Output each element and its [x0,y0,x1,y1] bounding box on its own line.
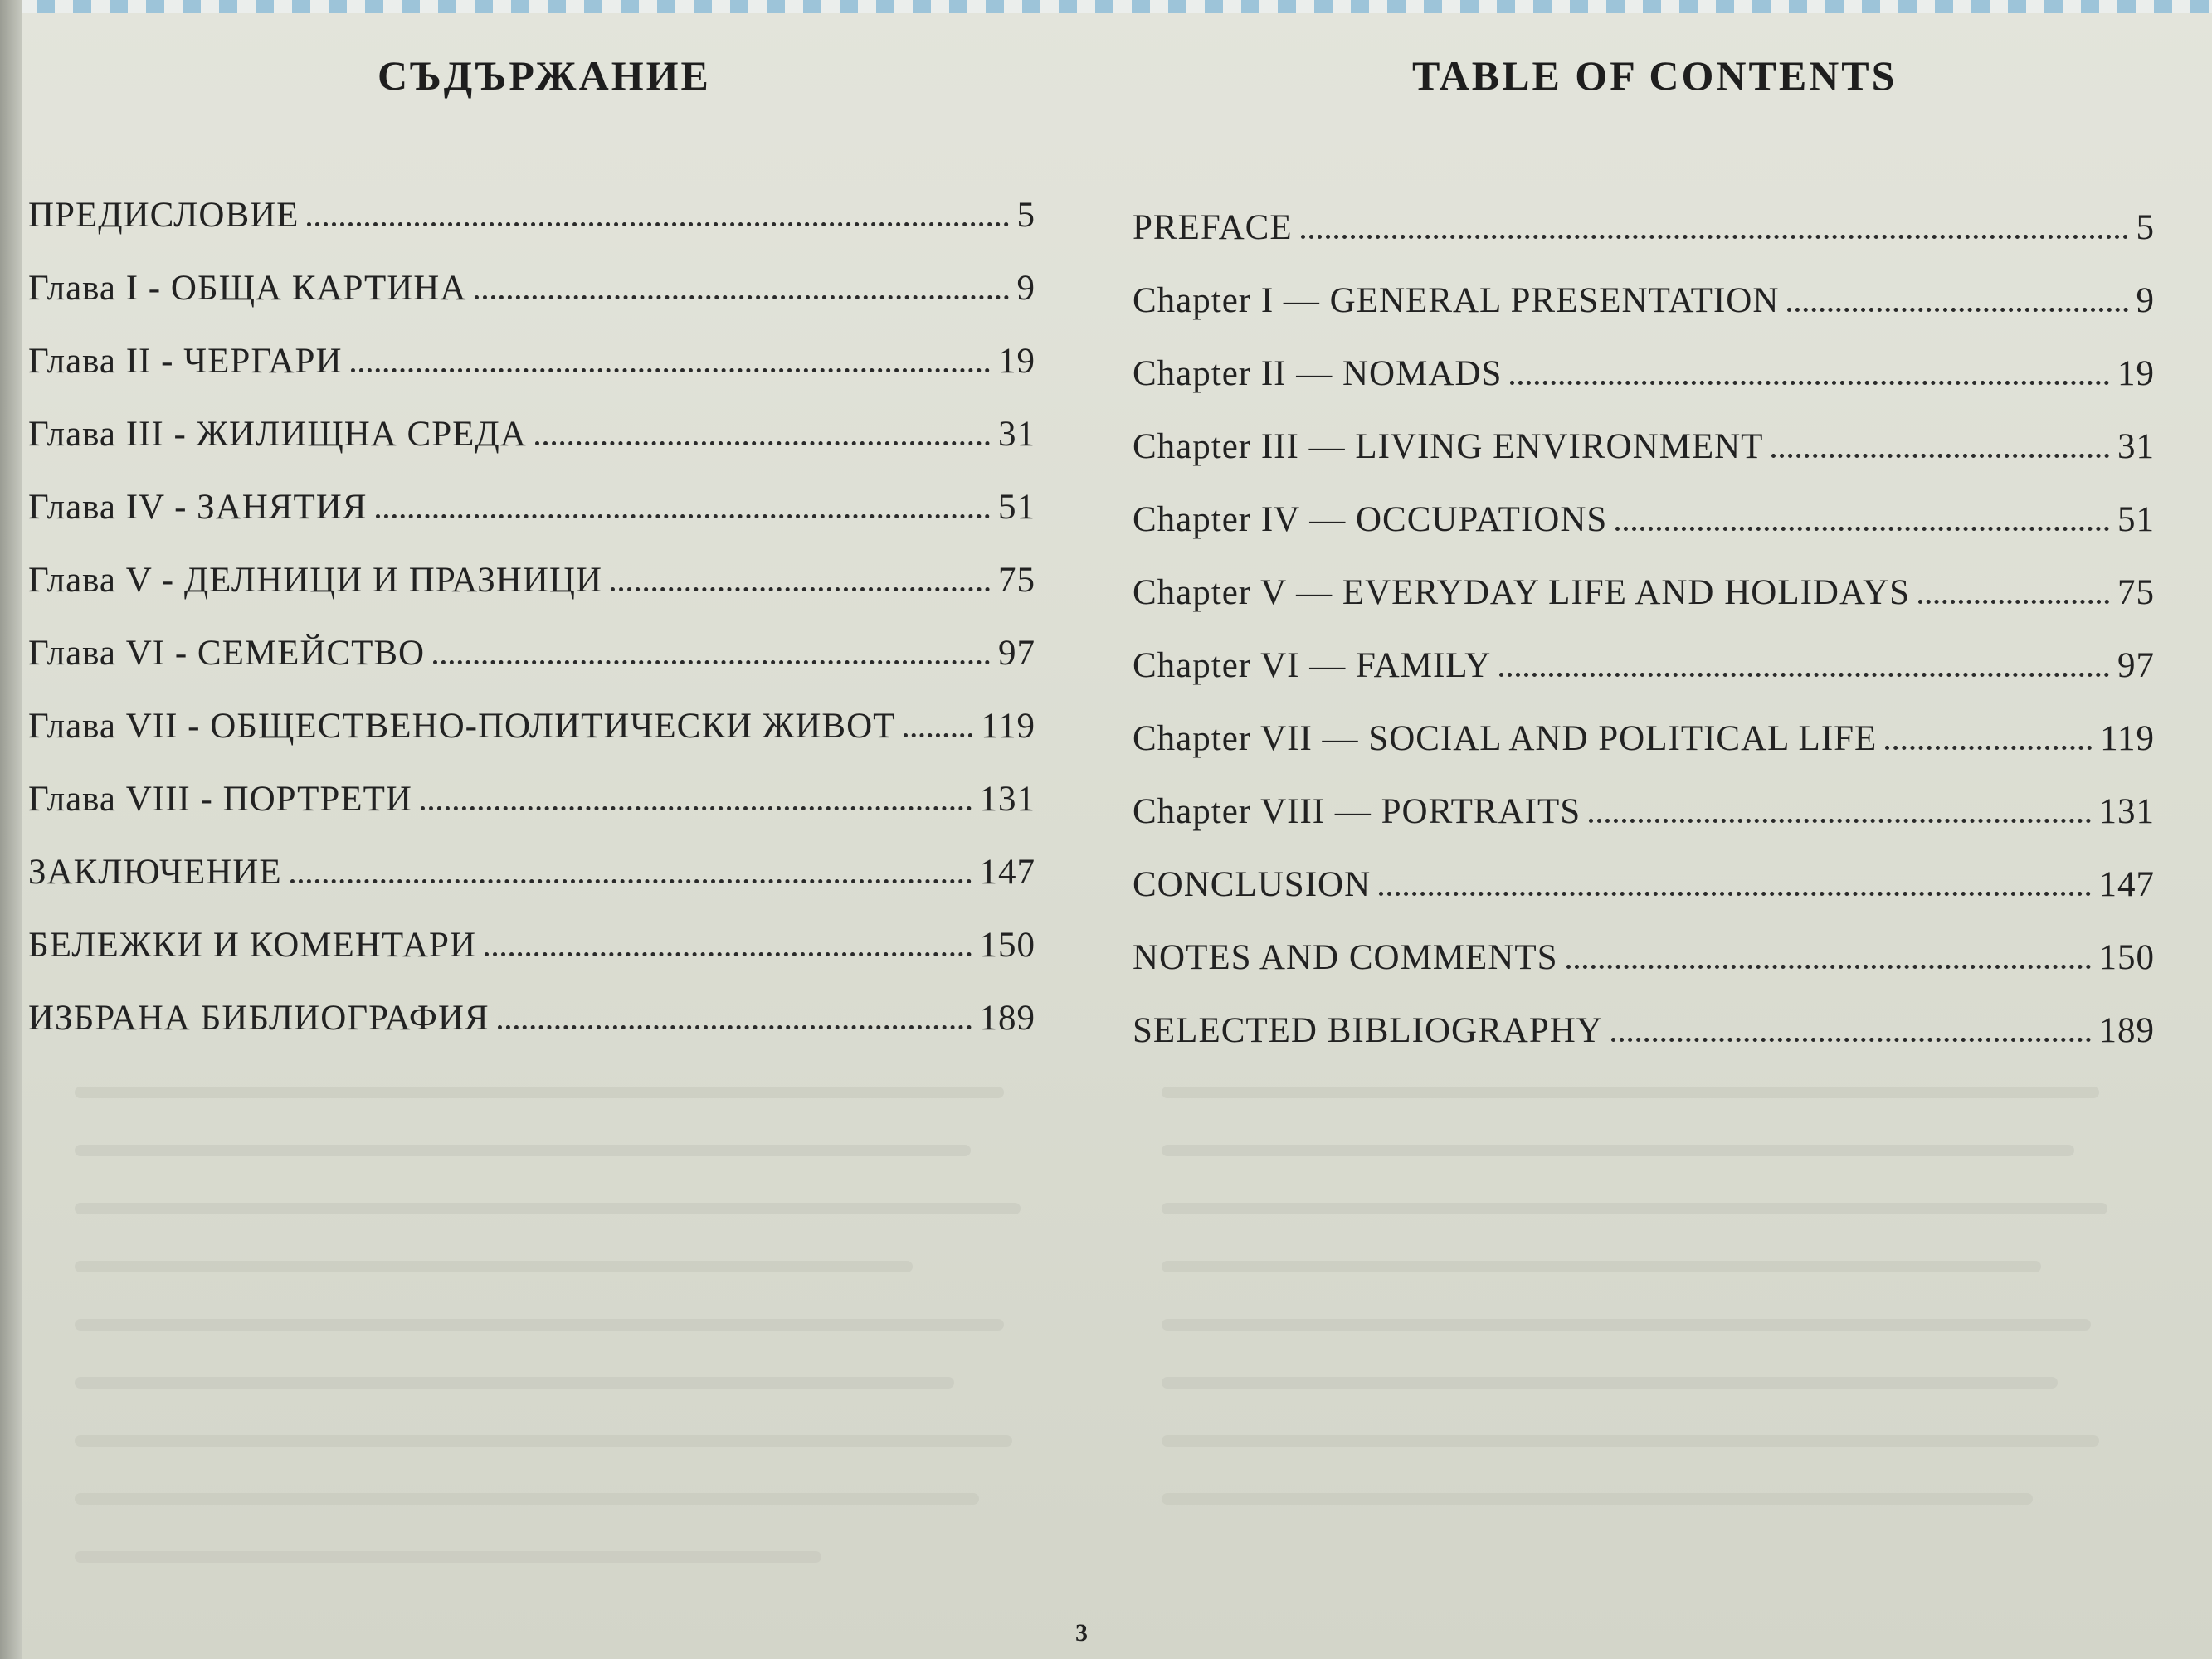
entry-title: Chapter VIII — PORTRAITS [1133,792,1581,831]
toc-entry [1133,645,2155,718]
dot-leader [421,798,972,810]
entry-page-number: 31 [998,415,1035,454]
entry-page-number: 19 [2117,354,2155,393]
dot-leader [498,1017,972,1029]
toc-entry [28,779,1035,852]
background-strip [0,0,2212,13]
dot-leader [1918,591,2109,604]
toc-entry [1133,353,2155,426]
dot-leader [1787,299,2127,312]
entry-title: Глава VIII - ПОРТРЕТИ [28,780,412,819]
toc-entry [28,195,1035,268]
entry-title: Глава VI - СЕМЕЙСТВО [28,634,426,673]
entry-page-number: 131 [979,780,1035,819]
dot-leader [475,287,1008,299]
entry-page-number: 147 [2098,865,2155,904]
toc-entry [28,633,1035,706]
entry-page-number: 150 [2098,938,2155,977]
entry-page-number: 97 [998,634,1035,673]
entry-title: БЕЛЕЖКИ И КОМЕНТАРИ [28,926,476,965]
entry-title: NOTES AND COMMENTS [1133,938,1558,977]
toc-entry [1133,499,2155,572]
toc-heading-english: TABLE OF CONTENTS [1412,52,1898,99]
entry-page-number: 150 [979,926,1035,965]
toc-entry [28,268,1035,341]
toc-entry [28,998,1035,1071]
toc-entry [28,852,1035,925]
entry-title: Chapter VI — FAMILY [1133,646,1492,685]
dot-leader [535,433,990,445]
entry-title: Chapter IV — OCCUPATIONS [1133,500,1608,539]
toc-entry [1133,864,2155,937]
entry-title: ЗАКЛЮЧЕНИЕ [28,853,282,892]
toc-entry [28,341,1035,414]
entry-title: SELECTED BIBLIOGRAPHY [1133,1011,1603,1050]
entry-page-number: 9 [2136,281,2155,320]
entry-page-number: 75 [2117,573,2155,612]
toc-entry [1133,426,2155,499]
dot-leader [1611,1029,2091,1042]
toc-entry [1133,280,2155,353]
entry-title: Chapter I — GENERAL PRESENTATION [1133,281,1780,320]
dot-leader [290,871,972,883]
toc-entry [1133,207,2155,280]
entry-page-number: 51 [998,488,1035,527]
entry-page-number: 75 [998,561,1035,600]
toc-list-english [1133,207,2155,1083]
dot-leader [1771,445,2109,458]
toc-entry [28,487,1035,560]
dot-leader [1510,372,2109,385]
entry-page-number: 97 [2117,646,2155,685]
dot-leader [1499,664,2109,677]
entry-page-number: 119 [981,707,1035,746]
toc-entry [28,414,1035,487]
entry-page-number: 19 [998,342,1035,381]
entry-page-number: 5 [2136,208,2155,247]
dot-leader [1589,810,2090,823]
toc-entry [1133,1010,2155,1083]
toc-entry [1133,791,2155,864]
entry-title: Глава V - ДЕЛНИЦИ И ПРАЗНИЦИ [28,561,603,600]
toc-entry [1133,937,2155,1010]
entry-title: Глава III - ЖИЛИЩНА СРЕДА [28,415,527,454]
dot-leader [1379,883,2090,896]
dot-leader [904,725,972,737]
folio-page-number: 3 [1075,1619,1088,1647]
entry-page-number: 189 [2098,1011,2155,1050]
entry-page-number: 9 [1016,269,1035,308]
entry-title: Глава IV - ЗАНЯТИЯ [28,488,368,527]
entry-title: Chapter III — LIVING ENVIRONMENT [1133,427,1764,466]
dot-leader [1615,518,2109,531]
entry-page-number: 5 [1016,196,1035,235]
entry-title: Chapter V — EVERYDAY LIFE AND HOLIDAYS [1133,573,1911,612]
dot-leader [1301,226,2128,239]
entry-page-number: 119 [2100,719,2155,758]
dot-leader [351,360,990,372]
dot-leader [433,652,990,664]
entry-title: Глава VII - ОБЩЕСТВЕНО-ПОЛИТИЧЕСКИ ЖИВОТ [28,707,896,746]
entry-title: CONCLUSION [1133,865,1372,904]
toc-entry [1133,718,2155,791]
binding-shadow [0,0,22,1659]
dot-leader [376,506,991,518]
toc-heading-bulgarian: СЪДЪРЖАНИЕ [378,52,711,99]
dot-leader [307,214,1008,226]
entry-title: Chapter VII — SOCIAL AND POLITICAL LIFE [1133,719,1878,758]
entry-title: Глава I - ОБЩА КАРТИНА [28,269,467,308]
entry-title: ИЗБРАНА БИБЛИОГРАФИЯ [28,999,490,1038]
toc-entry [1133,572,2155,645]
entry-page-number: 51 [2117,500,2155,539]
dot-leader [1566,956,2091,969]
entry-page-number: 147 [979,853,1035,892]
toc-entry [28,925,1035,998]
dot-leader [485,944,972,956]
entry-page-number: 189 [979,999,1035,1038]
entry-title: PREFACE [1133,208,1293,247]
toc-list-bulgarian [28,195,1035,1071]
toc-entry [28,560,1035,633]
entry-title: Chapter II — NOMADS [1133,354,1503,393]
entry-title: Глава II - ЧЕРГАРИ [28,342,343,381]
dot-leader [1885,737,2092,750]
toc-entry [28,706,1035,779]
entry-page-number: 31 [2117,427,2155,466]
entry-page-number: 131 [2098,792,2155,831]
dot-leader [611,579,990,591]
entry-title: ПРЕДИСЛОВИЕ [28,196,300,235]
